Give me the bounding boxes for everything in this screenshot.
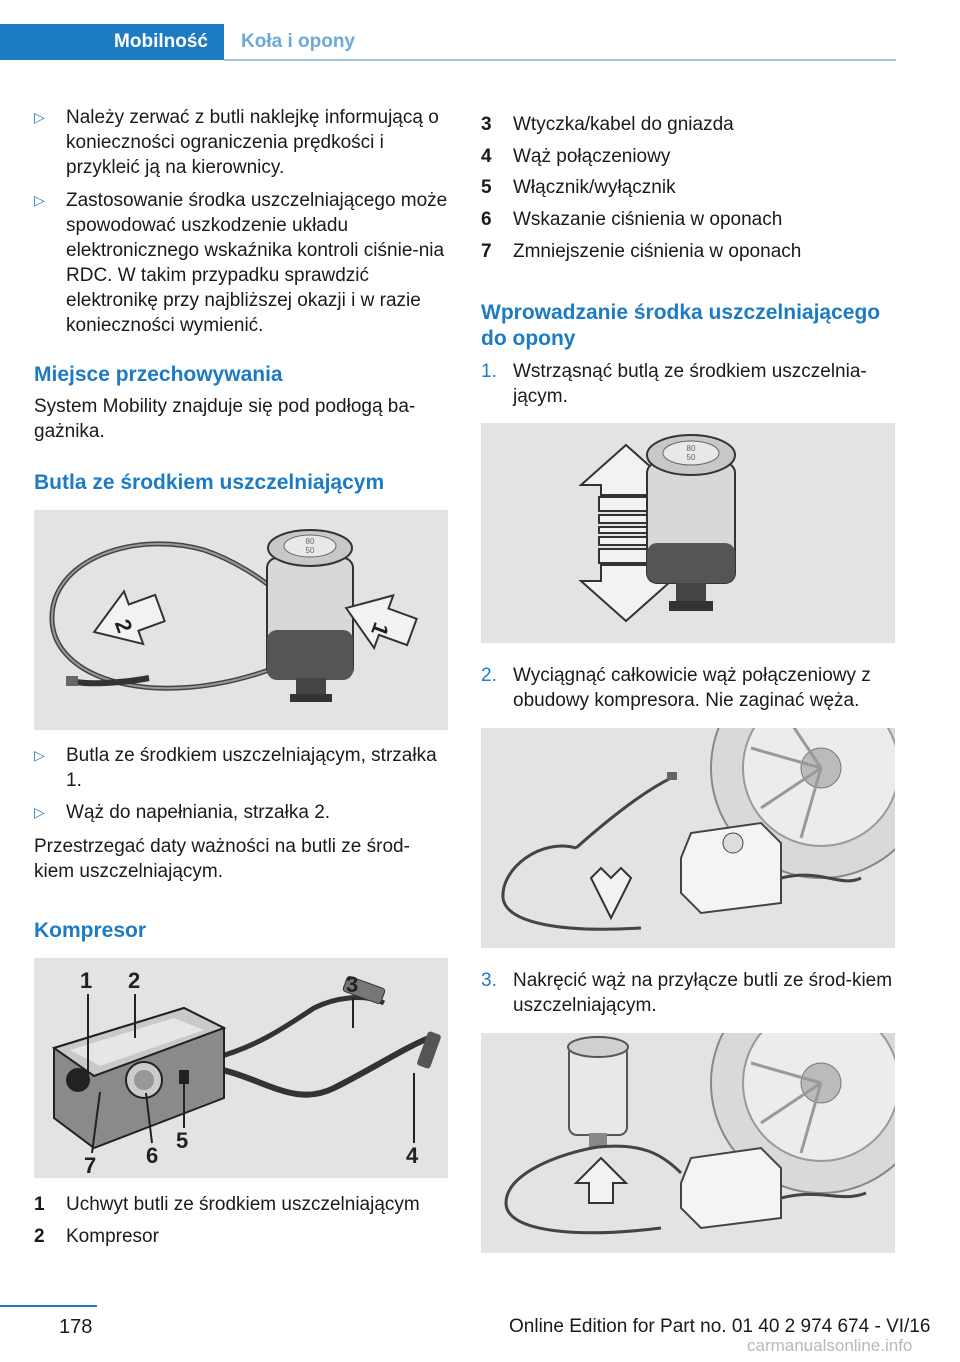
legend-item — [481, 144, 895, 169]
legend-number: 3 — [481, 114, 492, 135]
bottle-illustration — [34, 510, 448, 730]
callout-5-label: 5 — [176, 1128, 189, 1153]
bottle-figure — [34, 510, 448, 730]
legend-text: Kompresor — [66, 1226, 159, 1247]
fill-heading: Wprowadzanie środka uszczelniającego do opony — [481, 301, 881, 350]
legend-item — [481, 239, 895, 264]
arrow-1-label: 1 — [366, 619, 394, 640]
compressor-figure — [34, 958, 448, 1178]
step-number: 2. — [481, 665, 497, 686]
callout-2-label: 2 — [128, 968, 141, 993]
legend-text: Wąż połączeniowy — [513, 146, 671, 167]
legend-text: Zmniejszenie ciśnienia w oponach — [513, 241, 802, 262]
storage-heading: Miejsce przechowywania — [34, 363, 283, 386]
cap-label-top: 80 — [686, 444, 696, 453]
step-item — [481, 663, 895, 713]
hose-illustration — [481, 728, 895, 948]
legend-item — [481, 112, 895, 137]
legend-number: 1 — [34, 1194, 45, 1215]
bottle-note: Przestrzegać daty ważności na butli ze środ‐kiem uszczelniającym. — [34, 836, 410, 882]
tab-mobilnosc[interactable]: Mobilność — [0, 24, 224, 60]
page-number: 178 — [59, 1316, 93, 1338]
triangle-bullet-icon: ▷ — [34, 109, 45, 125]
step-text: Nakręcić wąż na przyłącze butli ze środ‐kiem uszczelniającym. — [513, 970, 893, 1016]
compressor-heading: Kompresor — [34, 919, 147, 942]
legend-item — [481, 175, 895, 200]
cap-label-bottom: 50 — [305, 546, 315, 555]
bullet-item — [34, 743, 448, 793]
bullet-text: Wąż do napełniania, strzałka 2. — [66, 802, 331, 823]
shake-figure — [481, 423, 895, 643]
step-item — [481, 359, 895, 409]
header-divider — [224, 59, 896, 61]
legend-number: 7 — [481, 241, 492, 262]
connect-figure — [481, 1033, 895, 1253]
step-number: 1. — [481, 361, 497, 382]
callout-1-label: 1 — [80, 968, 93, 993]
legend-item — [481, 207, 895, 232]
legend-number: 4 — [481, 146, 492, 167]
shake-bottle-illustration — [481, 423, 895, 643]
bullet-text: Butla ze środkiem uszczelniającym, strzałka 1. — [66, 745, 437, 791]
bullet-item — [34, 105, 448, 180]
triangle-bullet-icon: ▷ — [34, 192, 45, 208]
callout-6-label: 6 — [146, 1143, 159, 1168]
hose-figure — [481, 728, 895, 948]
bullet-text: Zastosowanie środka uszczelniającego może spowodować uszkodzenie układu elektronicznego wskaźnika kontroli ciśnie‐nia RDC. W takim przypadku sprawdzić elektronikę przy najbliższej okazji i w razie konieczności wymienić. — [66, 190, 448, 336]
bullet-text: Należy zerwać z butli naklejkę informującą o konieczności ograniczenia prędkości i przykleić ją na kierownicy. — [66, 107, 439, 178]
callout-7-label: 7 — [84, 1153, 97, 1178]
step-text: Wyciągnąć całkowicie wąż połączeniowy z obudowy kompresora. Nie zaginać węża. — [513, 665, 871, 711]
tab-kola-i-opony[interactable]: Koła i opony — [241, 31, 355, 52]
legend-number: 2 — [34, 1226, 45, 1247]
step-item — [481, 968, 895, 1018]
callout-4-label: 4 — [406, 1143, 419, 1168]
storage-text: System Mobility znajduje się pod podłogą ba‐gażnika. — [34, 396, 416, 442]
footer-divider — [0, 1305, 97, 1307]
legend-number: 5 — [481, 177, 492, 198]
callout-3-label: 3 — [346, 972, 359, 997]
step-text: Wstrząsnąć butlą ze środkiem uszczelnia‐jącym. — [513, 361, 867, 407]
legend-text: Wtyczka/kabel do gniazda — [513, 114, 734, 135]
legend-item — [34, 1224, 448, 1249]
watermark: carmanualsonline.info — [747, 1336, 913, 1355]
step-number: 3. — [481, 970, 497, 991]
legend-text: Wskazanie ciśnienia w oponach — [513, 209, 783, 230]
legend-text: Uchwyt butli ze środkiem uszczelniającym — [66, 1194, 420, 1215]
up-arrow-icon — [576, 1158, 626, 1203]
bottle-heading: Butla ze środkiem uszczelniającym — [34, 471, 385, 494]
edition-text: Online Edition for Part no. 01 40 2 974 674 - VI/16 — [509, 1316, 931, 1337]
cap-label-top: 80 — [305, 537, 315, 546]
connect-hose-illustration — [481, 1033, 895, 1253]
cap-label-bottom: 50 — [686, 453, 696, 462]
legend-item — [34, 1192, 448, 1217]
legend-number: 6 — [481, 209, 492, 230]
header-tabs — [0, 24, 355, 60]
arrow-2-label: 2 — [109, 615, 138, 636]
triangle-bullet-icon: ▷ — [34, 804, 45, 820]
compressor-illustration — [34, 958, 448, 1178]
triangle-bullet-icon: ▷ — [34, 747, 45, 763]
arrow-2-icon — [85, 582, 170, 659]
down-arrow-icon — [591, 868, 631, 918]
bullet-item — [34, 800, 448, 825]
bullet-item — [34, 188, 448, 338]
legend-text: Włącznik/wyłącznik — [513, 177, 676, 198]
